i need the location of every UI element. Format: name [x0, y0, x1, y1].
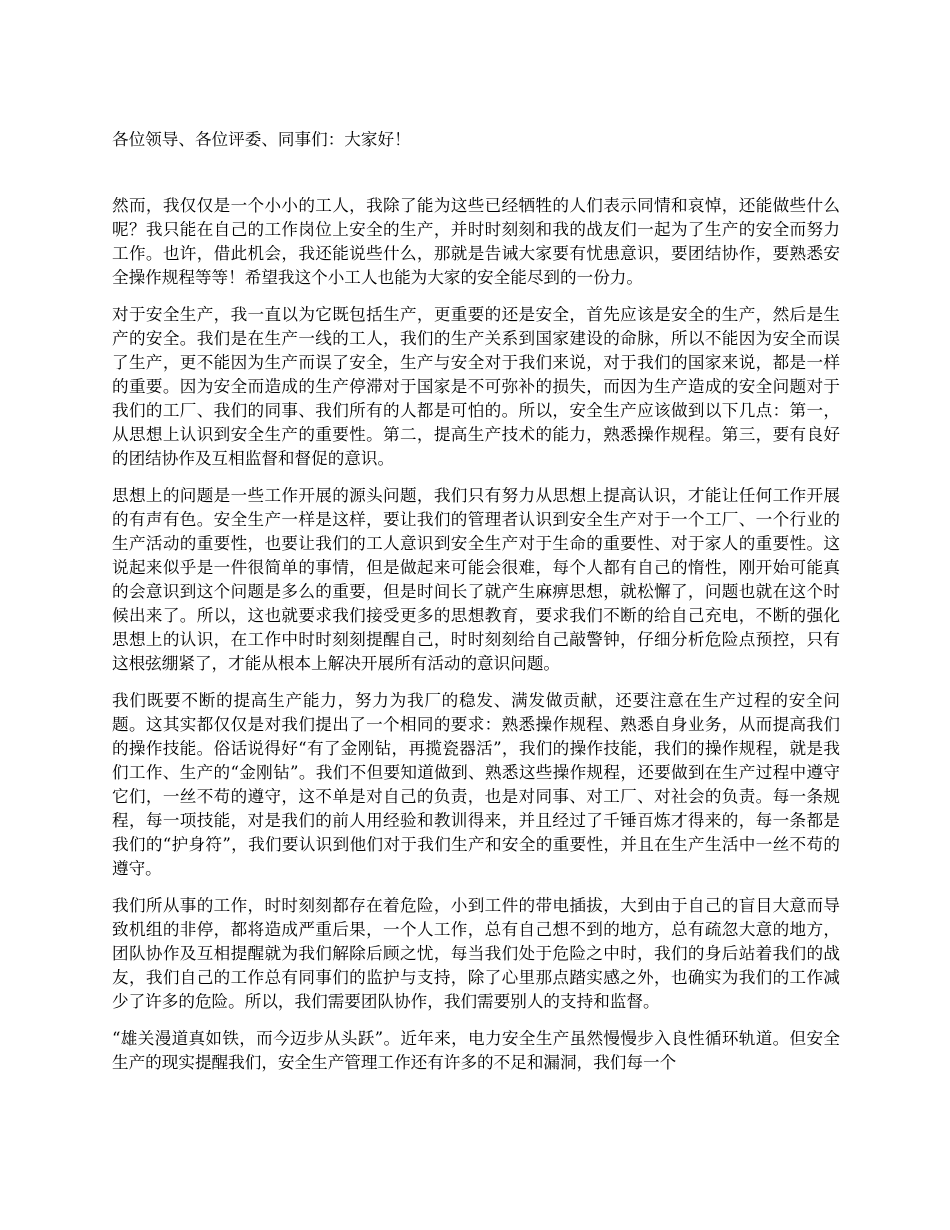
paragraph-1: 然而，我仅仅是一个小小的工人，我除了能为这些已经牺牲的人们表示同情和哀悼，还能做些什么呢？我只能在自己的工作岗位上安全的生产，并时时刻刻和我的战友们一起为了生产的安全而努力工作。也许，借此机会，我还能说些什么，那就是告诫大家要有忧患意识，要团结协作，要熟悉安全操作规程等等！希望我这个小工人也能为大家的安全能尽到的一份力。: [112, 196, 840, 287]
paragraph-2: 对于安全生产，我一直以为它既包括生产，更重要的还是安全，首先应该是安全的生产，然后是生产的安全。我们是在生产一线的工人，我们的生产关系到国家建设的命脉，所以不能因为安全而误了生产，更不能因为生产而误了安全，生产与安全对于我们来说，对于我们的国家来说，都是一样的重要。因为安全而造成的生产停滞对于国家是不可弥补的损失，而因为生产造成的安全问题对于我们的工厂、我们的同事、我们所有的人都是可怕的。所以，安全生产应该做到以下几点：第一，从思想上认识到安全生产的重要性。第二，提高生产技术的能力，熟悉操作规程。第三，要有良好的团结协作及互相监督和督促的意识。: [112, 305, 840, 468]
greeting-line: 各位领导、各位评委、同事们：大家好！: [112, 130, 411, 149]
paragraph-4: 我们既要不断的提高生产能力，努力为我厂的稳发、满发做贡献，还要注意在生产过程的安全问题。这其实都仅仅是对我们提出了一个相同的要求：熟悉操作规程、熟悉自身业务，从而提高我们的操作技能。俗话说得好“有了金刚钻，再揽瓷器活”，我们的操作技能，我们的操作规程，就是我们工作、生产的“金刚钻”。我们不但要知道做到、熟悉这些操作规程，还要做到在生产过程中遵守它们，一丝不苟的遵守，这不单是对自己的负责，也是对同事、对工厂、对社会的负责。每一条规程，每一项技能，对是我们的前人用经验和教训得来，并且经过了千锤百炼才得来的，每一条都是我们的“护身符”，我们要认识到他们对于我们生产和安全的重要性，并且在生产生活中一丝不苟的遵守。: [112, 691, 840, 878]
paragraph-6: “雄关漫道真如铁，而今迈步从头跃”。近年来，电力安全生产虽然慢慢步入良性循环轨道。但安全生产的现实提醒我们，安全生产管理工作还有许多的不足和漏洞，我们每一个: [112, 1029, 840, 1072]
paragraph-5: 我们所从事的工作，时时刻刻都存在着危险，小到工件的带电插拔，大到由于自己的盲目大意而导致机组的非停，都将造成严重后果，一个人工作，总有自己想不到的地方，总有疏忽大意的地方，团队协作及互相提醒就为我们解除后顾之忧，每当我们处于危险之中时，我们的身后站着我们的战友，我们自己的工作总有同事们的监护与支持，除了心里那点踏实感之外，也确实为我们的工作减少了许多的危险。所以，我们需要团队协作，我们需要别人的支持和监督。: [112, 896, 840, 1011]
paragraph-3: 思想上的问题是一些工作开展的源头问题，我们只有努力从思想上提高认识，才能让任何工作开展的有声有色。安全生产一样是这样，要让我们的管理者认识到安全生产对于一个工厂、一个行业的生产活动的重要性，也要让我们的工人意识到安全生产对于生命的重要性、对于家人的重要性。这说起来似乎是一件很简单的事情，但是做起来可能会很难，每个人都有自己的惰性，刚开始可能真的会意识到这个问题是多么的重要，但是时间长了就产生麻痹思想，就松懈了，问题也就在这个时候出来了。所以，这也就要求我们接受更多的思想教育，要求我们不断的给自己充电，不断的强化思想上的认识，在工作中时时刻刻提醒自己，时时刻刻给自己敲警钟，仔细分析危险点预控，只有这根弦绷紧了，才能从根本上解决开展所有活动的意识问题。: [112, 486, 840, 673]
speech-body: [112, 194, 840, 1088]
